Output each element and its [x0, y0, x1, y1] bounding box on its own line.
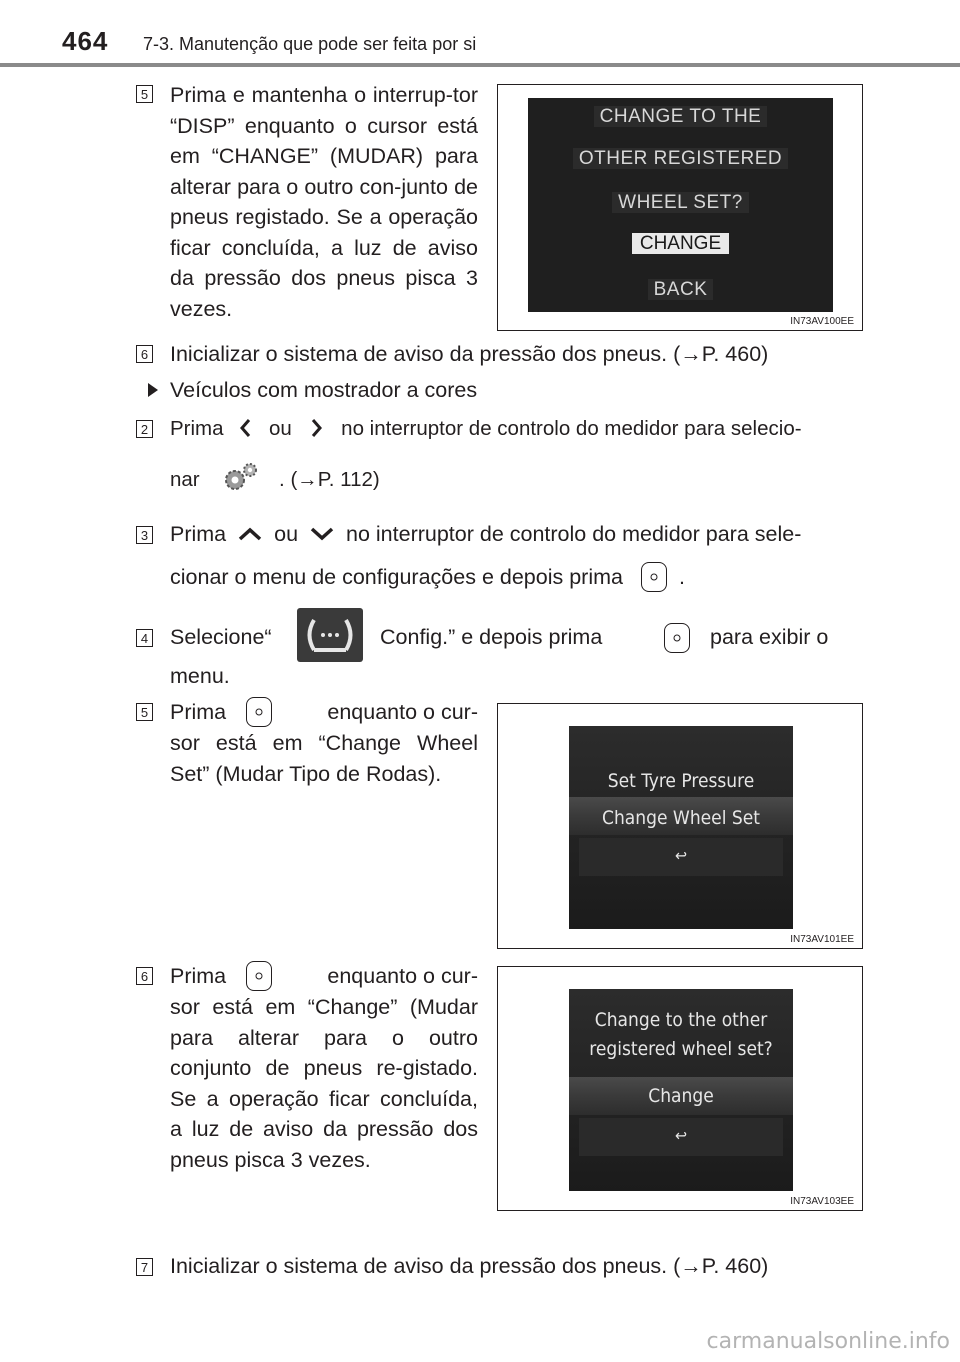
menu-line: WHEEL SET? [612, 192, 749, 213]
step-text-fragment: . (→P. 112) [279, 468, 380, 491]
step-number: 2 [136, 420, 153, 438]
step-text-fragment: Config.” e depois prima [380, 625, 603, 649]
step-text-line [170, 460, 380, 495]
step-text-line [170, 414, 802, 444]
step-text: Prima e mantenha o interrup-tor “DISP” enquanto o cursor está em “CHANGE” (MUDAR) para alterar para o outro con-junto de pneus registado. Se a operação ficar concluída, a luz de aviso da pressão dos pneus pisca 3 vezes. [170, 83, 478, 321]
page-number: 464 [62, 26, 109, 56]
step-number: 4 [136, 629, 153, 647]
step-text-fragment: Prima [170, 522, 227, 546]
chevron-right-icon [303, 417, 329, 439]
figure-change-wheel-set-menu [497, 703, 863, 949]
step-text-fragment: menu. [170, 664, 230, 688]
subsection-title: Veículos com mostrador a cores [170, 378, 478, 402]
step-text-fragment: enquanto o cur- [327, 700, 478, 724]
menu-item-change-wheel-set: Change Wheel Set [602, 807, 760, 829]
step-number: 6 [136, 345, 153, 363]
display-screen [569, 726, 793, 929]
display-screen [528, 98, 833, 312]
step-number: 3 [136, 526, 153, 544]
step-text-fragment: Prima [170, 700, 227, 724]
chevron-left-icon [233, 417, 259, 439]
confirm-question-line: registered wheel set? [589, 1038, 773, 1060]
figure-code: IN73AV101EE [790, 934, 854, 945]
step-text-fragment: ou [274, 522, 299, 546]
step-number: 7 [136, 1258, 153, 1276]
step-text-line [170, 519, 801, 549]
step-number: 5 [136, 85, 153, 103]
step-text-fragment: nar [170, 468, 200, 491]
enter-button-icon [246, 961, 272, 991]
step-number: 5 [136, 703, 153, 721]
tyre-pressure-warning-icon [297, 608, 363, 662]
enter-button-icon [664, 623, 690, 653]
step-text: Inicializar o sistema de aviso da pressão dos pneus. (→P. 460) [170, 342, 769, 366]
gear-settings-icon [219, 460, 263, 494]
chevron-down-icon [306, 524, 338, 544]
header-divider [0, 63, 960, 67]
step-text: sor está em “Change” (Mudar para alterar para o outro conjunto de pneus re-gistado. Se a operação ficar concluída, a luz de aviso da pressão dos pneus pisca 3 vezes. [170, 995, 478, 1172]
menu-item-set-tyre-pressure: Set Tyre Pressure [607, 770, 755, 792]
figure-change-wheel-set [497, 84, 863, 331]
figure-code: IN73AV100EE [790, 316, 854, 327]
figure-change-wheel-set-confirm [497, 966, 863, 1211]
triangle-bullet-icon [148, 383, 158, 397]
step-text-fragment: Selecione“ [170, 625, 272, 649]
figure-code: IN73AV103EE [790, 1196, 854, 1207]
menu-back-item: BACK [648, 279, 714, 300]
confirm-question-line: Change to the other [594, 1009, 768, 1031]
return-icon: ↩ [674, 846, 688, 865]
menu-line: OTHER REGISTERED [573, 148, 788, 169]
step-text: sor está em “Change Wheel Set” (Mudar Tipo de Rodas). [170, 731, 478, 786]
enter-button-icon [246, 697, 272, 727]
display-screen [569, 989, 793, 1191]
watermark: carmanualsonline.info [706, 1329, 950, 1354]
step-text-fragment: no interruptor de controlo do medidor para selecio- [341, 417, 802, 440]
chevron-up-icon [234, 524, 266, 544]
step-text-fragment: Prima [170, 964, 227, 988]
step-text-fragment: Prima [170, 417, 224, 440]
step-text: Inicializar o sistema de aviso da pressão dos pneus. (→P. 460) [170, 1254, 769, 1278]
section-title: 7-3. Manutenção que pode ser feita por si [143, 34, 477, 54]
step-text-fragment: cionar o menu de configurações e depois prima [170, 565, 623, 589]
menu-selected-item: CHANGE [632, 233, 729, 254]
step-text-fragment: ou [268, 417, 292, 440]
step-text-fragment: para exibir o [710, 625, 829, 649]
return-icon: ↩ [674, 1126, 688, 1145]
menu-item-change: Change [648, 1085, 714, 1107]
enter-button-icon [641, 562, 667, 592]
step-number: 6 [136, 967, 153, 985]
menu-line: CHANGE TO THE [594, 106, 768, 127]
step-text-line [170, 562, 685, 592]
step-text-fragment: enquanto o cur- [327, 964, 478, 988]
step-text-fragment: no interruptor de controlo do medidor para sele- [346, 522, 802, 546]
step-text-fragment: . [678, 565, 685, 589]
